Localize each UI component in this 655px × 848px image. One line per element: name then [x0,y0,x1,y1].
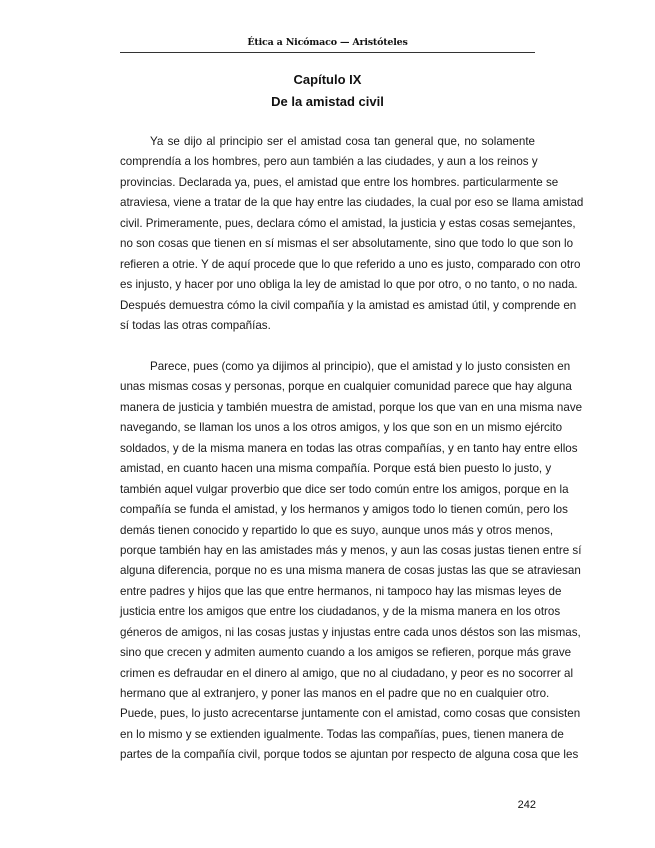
text-line: alguna diferencia, porque no es una misma manera de cosas justas las que se atraviesan [120,564,581,578]
text-line: unas mismas cosas y personas, porque en cualquier comunidad parece que hay alguna [120,380,572,394]
text-line: porque también hay en las amistades más y menos, y aun las cosas justas tienen entre sí [120,543,582,557]
text-line: provincias. Declarada ya, pues, el amistad que entre los hombres. particularmente se [120,175,559,189]
text-line: partes de la compañía civil, porque todos se ajuntan por respecto de alguna cosa que les [120,748,579,762]
chapter-title: Capítulo IX [293,72,362,87]
text-line: en lo mismo y se extienden igualmente. Todas las compañías, pues, tienen manera de [120,727,564,741]
text-line: no son cosas que tienen en sí mismas el ser absolutamente, sino que todo lo que son lo [120,237,574,251]
text-line: Parece, pues (como ya dijimos al principio), que el amistad y lo justo consisten en [150,360,571,373]
text-line: navegando, se llaman los unos a los otros amigos, y los que son en un mismo ejército [120,421,563,435]
text-line: entre padres y hijos que las que entre hermanos, ni tampoco hay las mismas leyes de [120,584,562,598]
text-line: demás tienen conocido y repartido lo que es suyo, aunque unos más y otros menos, [120,523,554,537]
text-line: hermano que al extranjero, y poner las manos en el padre que no en cualquier otro. [120,687,550,700]
text-line: compañía se funda el amistad, y los hermanos y amigos todo lo tienen común, pero los [120,503,568,517]
text-line: Ya se dijo al principio ser el amistad cosa tan general que, no solamente [150,135,535,148]
text-line: géneros de amigos, ni las cosas justas y injustas entre cada unos déstos son las mismas, [120,625,581,639]
header-rule [120,52,535,53]
paragraph-2 [120,357,583,766]
text-line: Puede, pues, lo justo acrecentarse juntamente con el amistad, como cosas que consisten [120,707,581,721]
text-line: sino que crecen y admiten aumento cuando a los amigos se refieren, porque más grave [120,646,572,660]
text-line: atraviesa, viene a tratar de la que hay entre las ciudades, la cual por eso se llama amistad [120,196,584,210]
chapter-subtitle: De la amistad civil [271,94,384,109]
text-line: sí todas las otras compañías. [120,318,271,332]
text-line: refieren a otrie. Y de aquí procede que lo que referido a uno es justo, comparado con otro [120,257,581,271]
page-number: 242 [517,799,536,811]
text-line: crimen es defraudar en el dinero al amigo, que no al ciudadano, y peor es no socorrer al [120,666,574,680]
text-line: también aquel vulgar proverbio que dice ser todo común entre los amigos, porque en la [120,482,569,496]
text-line: Después demuestra cómo la civil compañía y la amistad es amistad útil, y comprende en [120,298,577,312]
text-line: es injusto, y hacer por uno obliga la ley de amistad lo que por otro, o no tanto, o no nada. [120,278,578,292]
paragraph-1 [120,132,584,336]
text-line: comprendía a los hombres, pero aun también a las ciudades, y aun a los reinos y [120,155,538,169]
text-line: justicia entre los amigos que entre los ciudadanos, y de la misma manera en los otros [120,605,561,619]
text-line: manera de justicia y también muestra de amistad, porque los que van en una misma nave [120,400,583,414]
text-line: soldados, y de la misma manera en todas las otras compañías, y en tanto hay entre ellos [120,441,578,455]
running-header: Ética a Nicómaco — Aristóteles [247,37,408,48]
text-line: civil. Primeramente, pues, declara cómo el amistad, la justicia y estas cosas semejantes, [120,216,576,230]
text-line: amistad, en cuanto hacen una misma compañía. Porque está bien puesto lo justo, y [120,462,552,476]
